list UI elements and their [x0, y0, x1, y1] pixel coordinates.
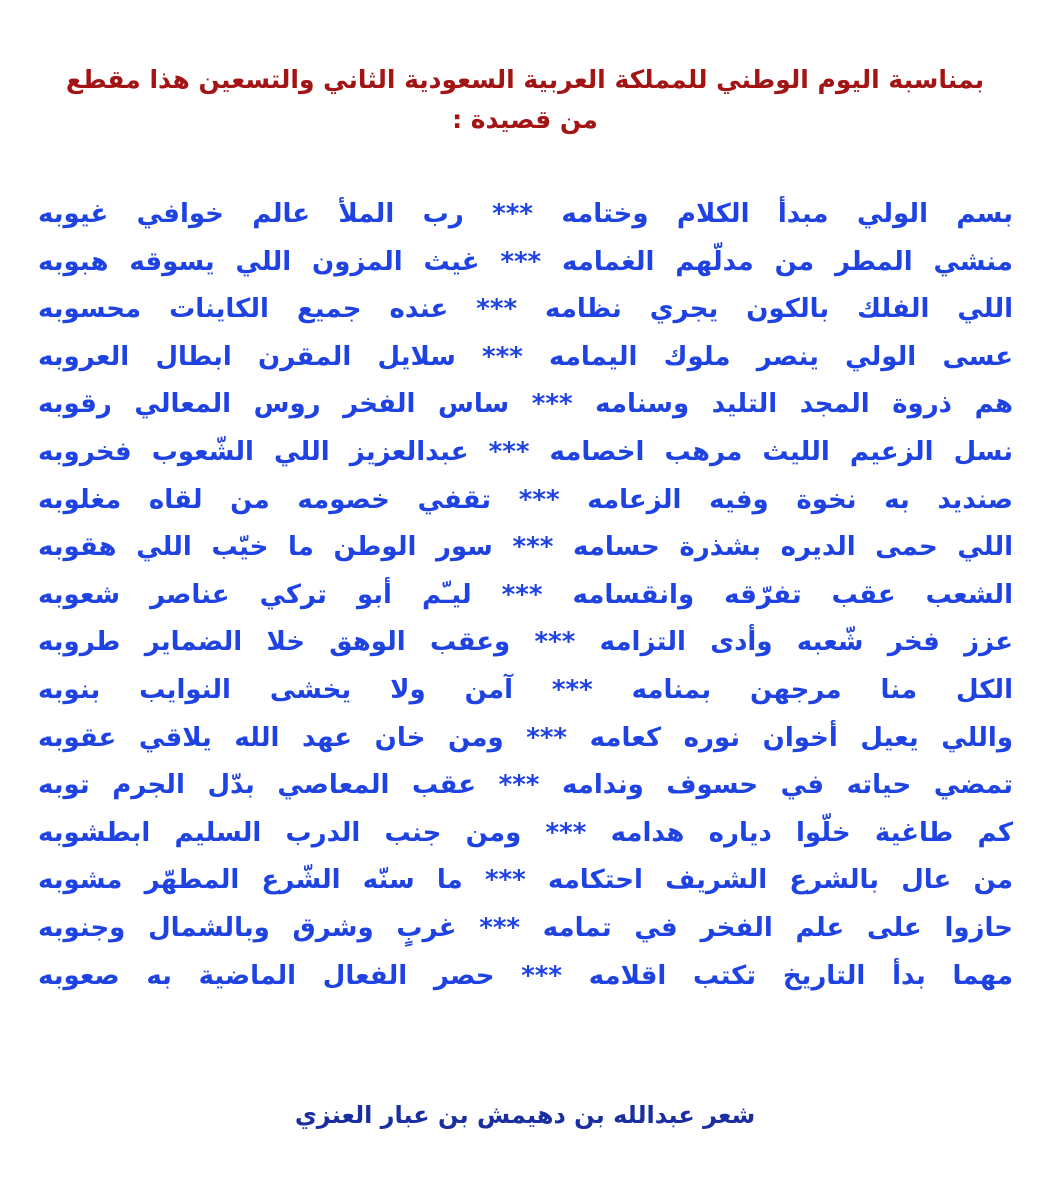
verse-line: منشي المطر من مدلّهم الغمامه *** غيث المزون اللي يسوقه هبوبه — [38, 246, 1013, 277]
verse-line: عسى الولي ينصر ملوك اليمامه *** سلايل المقرن ابطال العروبه — [38, 341, 1013, 372]
intro-line-1: بمناسبة اليوم الوطني للمملكة العربية السعودية الثاني والتسعين هذا مقطع — [65, 65, 985, 94]
verse-line: كم طاغية خلّوا دياره هدامه *** ومن جنب الدرب السليم ابطشوبه — [38, 817, 1013, 848]
verse-line: الشعب عقب تفرّقه وانقسامه *** ليـّم أبو تركي عناصر شعوبه — [38, 579, 1013, 610]
intro-heading — [40, 60, 1010, 140]
verse-line: حازوا على علم الفخر في تمامه *** غربٍ وشرق وبالشمال وجنوبه — [38, 912, 1013, 943]
intro-line-2: من قصيدة : — [452, 105, 598, 134]
verse-line: هم ذروة المجد التليد وسنامه *** ساس الفخر روس المعالي رقوبه — [38, 389, 1013, 420]
verse-line: بسم الولي مبدأ الكلام وختامه *** رب الملأ عالم خوافي غيوبه — [38, 199, 1013, 229]
verse-line: نسل الزعيم الليث مرهب اخصامه *** عبدالعزيز اللي الشّعوب فخروبه — [38, 436, 1013, 467]
verse-line: اللي الفلك بالكون يجري نظامه *** عنده جميع الكاينات محسوبه — [38, 294, 1013, 325]
verse-line: تمضي حياته في حسوف وندامه *** عقب المعاصي بدّل الجرم توبه — [38, 770, 1013, 801]
verse-line: واللي يعيل أخوان نوره كعامه *** ومن خان عهد الله يلاقي عقوبه — [38, 722, 1013, 753]
verse-line: اللي حمى الديره بشذرة حسامه *** سور الوطن ما خيّب اللي هقوبه — [38, 532, 1013, 563]
verse-line: من عال بالشرع الشريف احتكامه *** ما سنّه الشّرع المطهّر مشوبه — [38, 865, 1013, 896]
poem-verses — [38, 191, 1013, 1000]
poet-signature: شعر عبدالله بن دهيمش بن عبار العنزي — [294, 1101, 756, 1129]
verse-line: عزز فخر شّعبه وأدى التزامه *** وعقب الوهق خلا الضماير طروبه — [38, 627, 1013, 658]
verse-line: صنديد به نخوة وفيه الزعامه *** تقفي خصومه من لقاه مغلوبه — [38, 484, 1013, 515]
verse-line: الكل منا مرجهن بمنامه *** آمن ولا يخشى النوايب بنوبه — [38, 674, 1013, 705]
verse-line: مهما بدأ التاريخ تكتب اقلامه *** حصر الفعال الماضية به صعوبه — [38, 960, 1013, 991]
